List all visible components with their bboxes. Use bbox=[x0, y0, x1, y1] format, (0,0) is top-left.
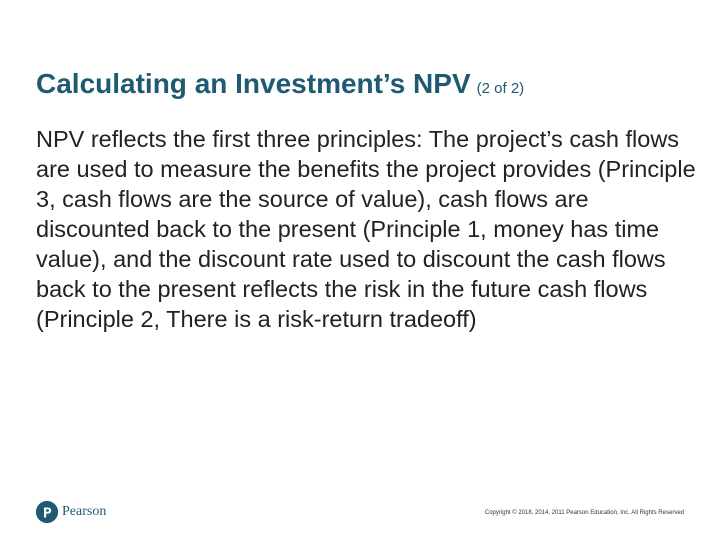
slide-title-suffix: (2 of 2) bbox=[476, 80, 525, 97]
copyright-notice: Copyright © 2018, 2014, 2011 Pearson Education, Inc. All Rights Reserved bbox=[484, 510, 684, 516]
pearson-logo-text: Pearson bbox=[62, 504, 107, 519]
slide-body-text: NPV reflects the first three principles: The project’s cash flows are used to measure the benefits the project provides (Principle 3, cash flows are the source of value), cash flows are discounted back to the present (Principle 1, money has time value), and the discount rate used to discount the cash flows back to the present reflects the risk in the future cash flows (Principle 2, There is a risk-return tradeoff) bbox=[36, 126, 696, 332]
slide-title-text: Calculating an Investment’s NPV bbox=[36, 68, 471, 99]
pearson-p-icon bbox=[36, 501, 58, 523]
slide-title bbox=[36, 66, 696, 107]
pearson-logo bbox=[36, 500, 106, 524]
